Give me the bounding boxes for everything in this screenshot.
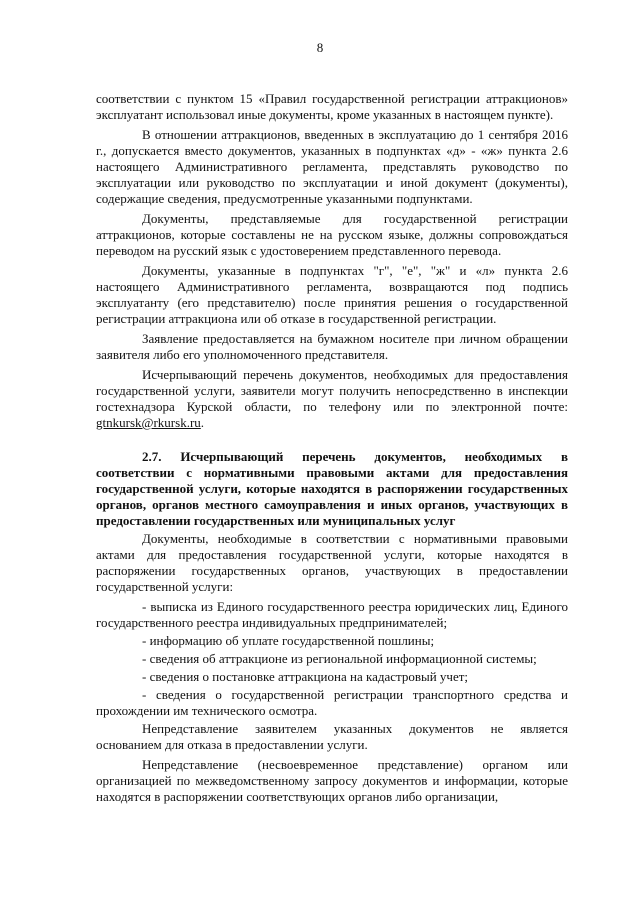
section-heading-2-7: 2.7. Исчерпывающий перечень документов, необходимых в соответствии с нормативными правовыми актами для предоставления государственной услуги, которые находятся в распоряжении государственных органов, органов местного самоуправления и иных органов, участвующих в предоставлении государственных или муниципальных услуг [96, 449, 568, 528]
contacts-end: . [200, 415, 205, 430]
paragraph-continuation: соответствии с пунктом 15 «Правил государственной регистрации аттракционов» эксплуатант использовал иные документы, кроме указанных в настоящем пункте). [96, 91, 568, 122]
paragraph-documents-returned: Документы, указанные в подпунктах "г", "е", "ж" и «л» пункта 2.6 настоящего Административного регламента, возвращаются под подпись эксплуатанту (его представителю) после принятия решения о государственной регистрации аттракциона или об отказе в государственной регистрации. [96, 263, 568, 326]
email-link[interactable]: gtnkursk@rkursk.ru [96, 415, 201, 430]
page-number: 8 [316, 40, 324, 55]
list-item: - выписка из Единого государственного реестра юридических лиц, Единого государственного реестра индивидуальных предпринимателей; [96, 599, 568, 630]
paragraph-document-list-contacts [96, 367, 568, 431]
list-item: - информацию об уплате государственной пошлины; [142, 633, 435, 648]
paragraph-interagency-request: Непредставление (несвоевременное представление) органом или организацией по межведомственному запросу документов и информации, которые находятся в распоряжении соответствующих органов либо организации, [96, 757, 568, 804]
paragraph-application-submission: Заявление предоставляется на бумажном носителе при личном обращении заявителя либо его уполномоченного представителя. [96, 331, 568, 362]
list-item: - сведения об аттракционе из региональной информационной системы; [142, 651, 537, 666]
paragraph-attractions-before-2016: В отношении аттракционов, введенных в эксплуатацию до 1 сентября 2016 г., допускается вместо документов, указанных в подпунктах «д» - «ж» пункта 2.6 настоящего Административного регламента, представлять руководство по эксплуатации или руководство по эксплуатации и иной документ (документы), содержащие сведения, предусмотренные указанными подпунктами. [96, 127, 568, 206]
contacts-text: Исчерпывающий перечень документов, необходимых для предоставления государственной услуги, заявители могут получить непосредственно в инспекции гостехнадзора Курской области, по телефону или по электронной почте: [96, 367, 568, 414]
paragraph-required-documents: Документы, необходимые в соответствии с нормативными правовыми актами для предоставления государственной услуги, которые находятся в распоряжении государственных органов, участвующих в предоставлении государственной услуги: [96, 531, 568, 594]
list-item: - сведения о государственной регистрации транспортного средства и прохождении им технического осмотра. [96, 687, 568, 718]
paragraph-translation-requirement: Документы, представляемые для государственной регистрации аттракционов, которые составлены не на русском языке, должны сопровождаться переводом на русский язык с удостоверением представленного перевода. [96, 211, 568, 258]
list-item: - сведения о постановке аттракциона на кадастровый учет; [142, 669, 469, 684]
document-body [96, 91, 568, 809]
paragraph-non-submission: Непредставление заявителем указанных документов не является основанием для отказа в предоставлении услуги. [96, 721, 568, 752]
